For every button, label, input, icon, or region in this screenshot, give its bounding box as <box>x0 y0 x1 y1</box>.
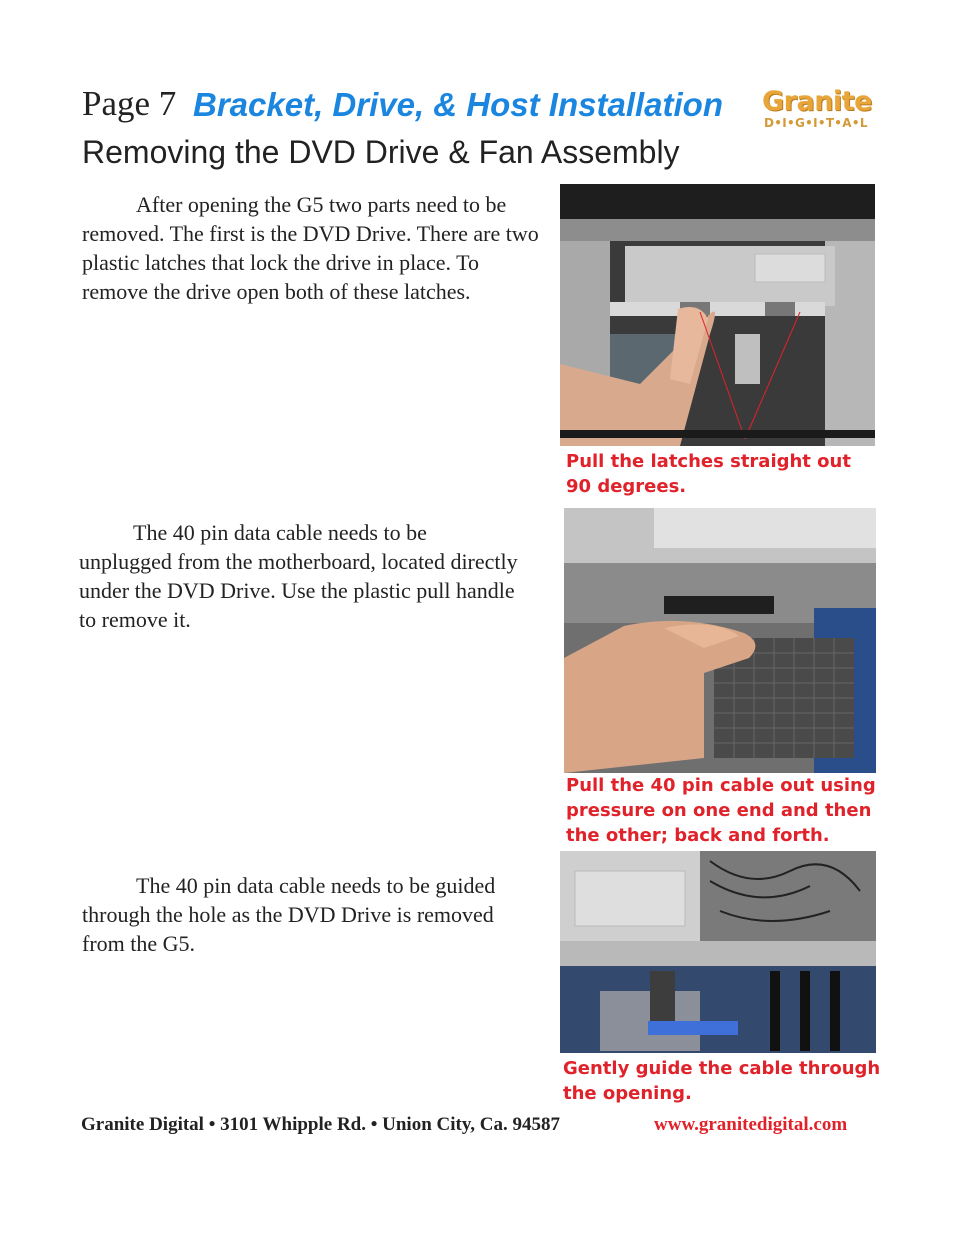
logo-wordmark: Granite <box>762 86 872 117</box>
photo-guide-cable <box>560 851 876 1053</box>
section-1-paragraph: After opening the G5 two parts need to be removed. The first is the DVD Drive. There are two plastic latches that lock the drive in place. To remove the drive open both of these latches. <box>82 192 539 304</box>
section-2-paragraph: The 40 pin data cable needs to be unplugged from the motherboard, located directly under the DVD Drive. Use the plastic pull handle to remove it. <box>79 520 518 632</box>
section-1-caption: Pull the latches straight out 90 degrees. <box>566 451 851 497</box>
footer-address: Granite Digital • 3101 Whipple Rd. • Union City, Ca. 94587 <box>81 1114 561 1135</box>
section-1-text <box>82 190 542 306</box>
page-number: Page 7 <box>82 84 177 123</box>
logo-subtitle: D•I•G•I•T•A•L <box>764 116 868 130</box>
photo-40-pin-cable <box>564 508 876 773</box>
granite-digital-logo <box>762 86 877 134</box>
page-subtitle: Removing the DVD Drive & Fan Assembly <box>82 134 680 170</box>
section-3-text <box>82 871 532 958</box>
section-2-caption: Pull the 40 pin cable out using pressure on one end and then the other; back and forth. <box>566 775 876 846</box>
photo-dvd-latches <box>560 184 875 446</box>
section-3-caption: Gently guide the cable through the opening. <box>563 1058 881 1104</box>
section-3-paragraph: The 40 pin data cable needs to be guided through the hole as the DVD Drive is removed from the G5. <box>82 873 496 956</box>
footer-url-link[interactable]: www.granitedigital.com <box>654 1114 848 1135</box>
page-title: Bracket, Drive, & Host Installation <box>193 86 723 123</box>
section-2-text <box>79 518 519 634</box>
